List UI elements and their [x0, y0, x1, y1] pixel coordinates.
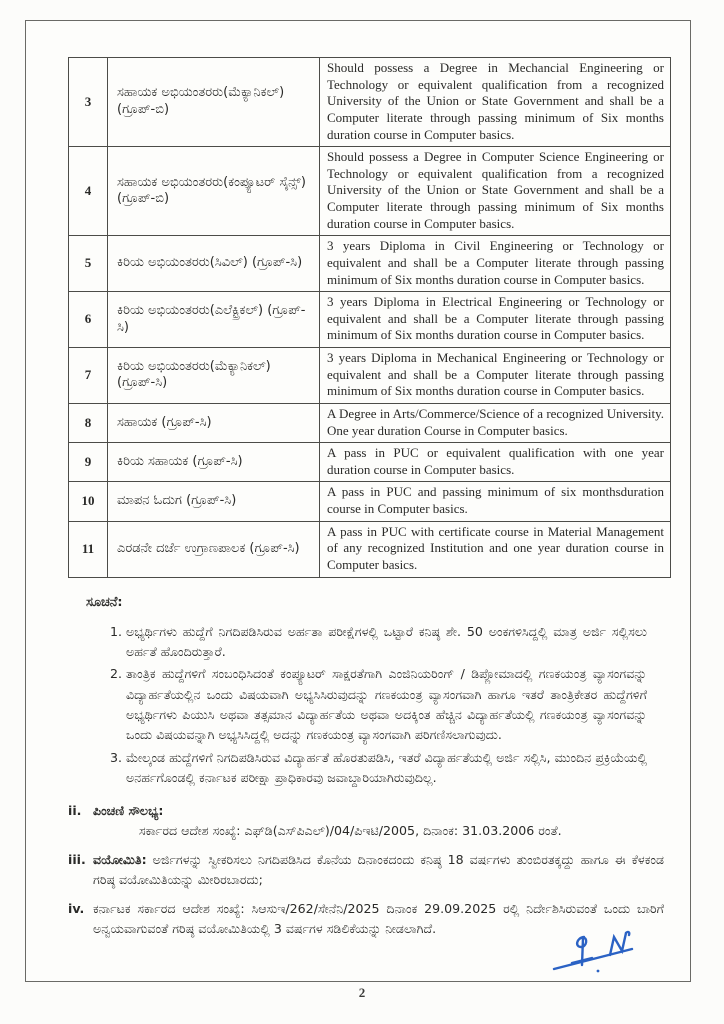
post-name-kannada: ಕಿರಿಯ ಅಭಿಯಂತರರು(ಎಲೆಕ್ಟ್ರಿಕಲ್) (ಗ್ರೂಪ್-ಸಿ) [108, 292, 320, 348]
table-row [69, 292, 671, 348]
row-number: 5 [69, 236, 108, 292]
note-item: 1. ಅಭ್ಯರ್ಥಿಗಳು ಹುದ್ದೆಗೆ ನಿಗದಿಪಡಿಸಿರುವ ಅರ್ಹತಾ ಪರೀಕ್ಷೆಗಳಲ್ಲಿ ಒಟ್ಟಾರೆ ಕನಿಷ್ಠ ಶೇ. 50 ಅಂಕಗಳಿಸಿದ್ದಲ್ಲಿ ಮಾತ್ರ ಅರ್ಜಿ ಸಲ್ಲಿಸಲು ಅರ್ಹತೆ ಹೊಂದಿರುತ್ತಾರೆ. [126, 622, 647, 663]
qualification-text: 3 years Diploma in Mechanical Engineering or Technology or equivalent and shall be a Computer literate through passing minimum of Six months duration course in Computer basics. [320, 348, 671, 404]
page-number: 2 [358, 985, 366, 1000]
notes-list [126, 622, 653, 789]
table-row [69, 348, 671, 404]
section-age-limit-body [93, 850, 664, 890]
section-pension-text: ಸರ್ಕಾರದ ಆದೇಶ ಸಂಖ್ಯೆ: ಎಫ್‌ಡಿ(ಎಸ್‌ಪಿಎಲ್)/04/ಪಿಇಟಿ/2005, ದಿನಾಂಕ: 31.03.2006 ರಂತೆ. [139, 822, 562, 838]
table-row [69, 403, 671, 442]
qualification-text: A pass in PUC and passing minimum of six monthsduration course in Computer basics. [320, 482, 671, 521]
post-name-kannada: ಕಿರಿಯ ಅಭಿಯಂತರರು(ಸಿವಿಲ್) (ಗ್ರೂಪ್-ಸಿ) [108, 236, 320, 292]
post-name-kannada: ಸಹಾಯಕ (ಗ್ರೂಪ್-ಸಿ) [108, 403, 320, 442]
qualification-table [68, 57, 671, 578]
notes-section [68, 595, 653, 789]
qualification-text: 3 years Diploma in Civil Engineering or Technology or equivalent and shall be a Computer literate through passing minimum of Six months duration course in Computer basics. [320, 236, 671, 292]
section-age-limit [68, 850, 664, 890]
row-number: 3 [69, 58, 108, 147]
roman-sections [68, 801, 664, 940]
row-number: 7 [69, 348, 108, 404]
table-row [69, 482, 671, 521]
post-name-kannada: ಎರಡನೇ ದರ್ಜೆ ಉಗ್ರಾಣಪಾಲಕ (ಗ್ರೂಪ್-ಸಿ) [108, 521, 320, 577]
table-row [69, 521, 671, 577]
qualification-text: Should possess a Degree in Computer Science Engineering or Technology or equivalent qualification from a recognized University of the Union or State Government and shall be a Computer literate through passing minimum of Six months duration course in Computer basics. [320, 147, 671, 236]
post-name-kannada: ಸಹಾಯಕ ಅಭಿಯಂತರರು(ಕಂಪ್ಯೂಟರ್ ಸೈನ್ಸ್) (ಗ್ರೂಪ್-ಬಿ) [108, 147, 320, 236]
page-content [26, 21, 690, 981]
post-name-kannada: ಸಹಾಯಕ ಅಭಿಯಂತರರು(ಮೆಕ್ಯಾನಿಕಲ್) (ಗ್ರೂಪ್-ಬಿ) [108, 58, 320, 147]
note-item: 3. ಮೇಲ್ಕಂಡ ಹುದ್ದೆಗಳಿಗೆ ನಿಗದಿಪಡಿಸಿರುವ ವಿದ್ಯಾರ್ಹತೆ ಹೊರತುಪಡಿಸಿ, ಇತರೆ ವಿದ್ಯಾರ್ಹತೆಯಲ್ಲಿ ಅರ್ಜಿ ಸಲ್ಲಿಸಿ, ಮುಂದಿನ ಪ್ರಕ್ರಿಯೆಯಲ್ಲಿ ಅನರ್ಹಗೊಂಡಲ್ಲಿ ಕರ್ನಾಟಕ ಪರೀಕ್ಷಾ ಪ್ರಾಧಿಕಾರವು ಜವಾಬ್ದಾರಿಯಾಗಿರುವುದಿಲ್ಲ. [126, 748, 647, 789]
table-row [69, 147, 671, 236]
post-name-kannada: ಮಾಪನ ಓದುಗ (ಗ್ರೂಪ್-ಸಿ) [108, 482, 320, 521]
qualification-text: A pass in PUC or equivalent qualification with one year duration course in Computer basics. [320, 443, 671, 482]
post-name-kannada: ಕಿರಿಯ ಅಭಿಯಂತರರು(ಮೆಕ್ಯಾನಿಕಲ್) (ಗ್ರೂಪ್-ಸಿ) [108, 348, 320, 404]
qualification-text: 3 years Diploma in Electrical Engineering or Technology or equivalent and shall be a Computer literate through passing minimum of Six months duration course in Computer basics. [320, 292, 671, 348]
row-number: 11 [69, 521, 108, 577]
note-item: 2. ತಾಂತ್ರಿಕ ಹುದ್ದೆಗಳಿಗೆ ಸಂಬಂಧಿಸಿದಂತೆ ಕಂಪ್ಯೂಟರ್ ಸಾಕ್ಷರತೆಗಾಗಿ ಎಂಜಿನಿಯರಿಂಗ್ / ಡಿಪ್ಲೋಮಾದಲ್ಲಿ ಗಣಕಯಂತ್ರ ವ್ಯಾಸಂಗವನ್ನು ವಿದ್ಯಾರ್ಹತೆಯಲ್ಲಿನ ಒಂದು ವಿಷಯವಾಗಿ ಅಭ್ಯಸಿಸಿರುವುದನ್ನು ಗಣಕಯಂತ್ರ ವ್ಯಾಸಂಗವಾಗಿ ಹಾಗೂ ಇತರೆ ತಾಂತ್ರಿಕೇತರ ಹುದ್ದೆಗಳಿಗೆ ಅಭ್ಯರ್ಥಿಗಳು ಪಿಯುಸಿ ಅಥವಾ ತತ್ಸಮಾನ ವಿದ್ಯಾರ್ಹತೆಯ ಅಥವಾ ಅದಕ್ಕಿಂತ ಹೆಚ್ಚಿನ ವಿದ್ಯಾರ್ಹತೆಯಲ್ಲಿ ಗಣಕಯಂತ್ರ ವ್ಯಾಸಂಗವನ್ನು ಒಂದು ವಿಷಯವನ್ನಾಗಿ ಅಭ್ಯಸಿಸಿದ್ದಲ್ಲಿ ಅದನ್ನು ಗಣಕಯಂತ್ರ ವ್ಯಾಸಂಗವಾಗಿ ಪರಿಗಣಿಸಲಾಗುವುದು. [126, 664, 647, 746]
section-pension [68, 801, 664, 841]
notes-heading: ಸೂಚನೆ: [86, 594, 123, 610]
section-pension-label: ii. [68, 802, 82, 818]
section-relaxation-label: iv. [68, 901, 85, 917]
section-age-limit-text: ಅರ್ಜಿಗಳನ್ನು ಸ್ವೀಕರಿಸಲು ನಿಗದಿಪಡಿಸಿದ ಕೊನೆಯ ದಿನಾಂಕದಂದು ಕನಿಷ್ಠ 18 ವರ್ಷಗಳು ತುಂಬಿರತಕ್ಕದ್ದು ಹಾಗೂ ಈ ಕೆಳಕಂಡ ಗರಿಷ್ಠ ವಯೋಮಿತಿಯನ್ನು ಮೀರಿರಬಾರದು; [93, 851, 664, 888]
qualification-table-body [69, 58, 671, 578]
signature-icon [548, 925, 648, 977]
qualification-text: Should possess a Degree in Mechancial Engineering or Technology or equivalent qualification from a recognized University of the Union or State Government and shall be a Computer literate through passing minimum of Six months duration course in Computer basics. [320, 58, 671, 147]
row-number: 10 [69, 482, 108, 521]
row-number: 6 [69, 292, 108, 348]
section-age-limit-title: ವಯೋಮಿತಿ: [93, 851, 147, 867]
table-row [69, 58, 671, 147]
table-row [69, 443, 671, 482]
row-number: 9 [69, 443, 108, 482]
row-number: 8 [69, 403, 108, 442]
page-border-frame [25, 20, 691, 982]
qualification-text: A pass in PUC with certificate course in Material Management of any recognized Institution and one year duration course in Computer basics. [320, 521, 671, 577]
post-name-kannada: ಕಿರಿಯ ಸಹಾಯಕ (ಗ್ರೂಪ್-ಸಿ) [108, 443, 320, 482]
qualification-text: A Degree in Arts/Commerce/Science of a recognized University. One year duration Course in Computer basics. [320, 403, 671, 442]
section-pension-body [93, 801, 664, 841]
section-pension-title: ಪಿಂಚಣಿ ಸೌಲಭ್ಯ: [93, 802, 164, 818]
row-number: 4 [69, 147, 108, 236]
table-row [69, 236, 671, 292]
section-relaxation-text: ಕರ್ನಾಟಕ ಸರ್ಕಾರದ ಆದೇಶ ಸಂಖ್ಯೆ: ಸಿಆಸುಇ/262/ಸೇನೆನಿ/2025 ದಿನಾಂಕ 29.09.2025 ರಲ್ಲಿ ನಿರ್ದೇಶಿಸಿರುವಂತೆ ಒಂದು ಬಾರಿಗೆ ಅನ್ವಯವಾಗುವಂತೆ ಗರಿಷ್ಠ ವಯೋಮಿತಿಯಲ್ಲಿ 3 ವರ್ಷಗಳ ಸಡಿಲಿಕೆಯನ್ನು ನೀಡಲಾಗಿದೆ. [93, 901, 664, 937]
section-age-limit-label: iii. [68, 851, 86, 867]
